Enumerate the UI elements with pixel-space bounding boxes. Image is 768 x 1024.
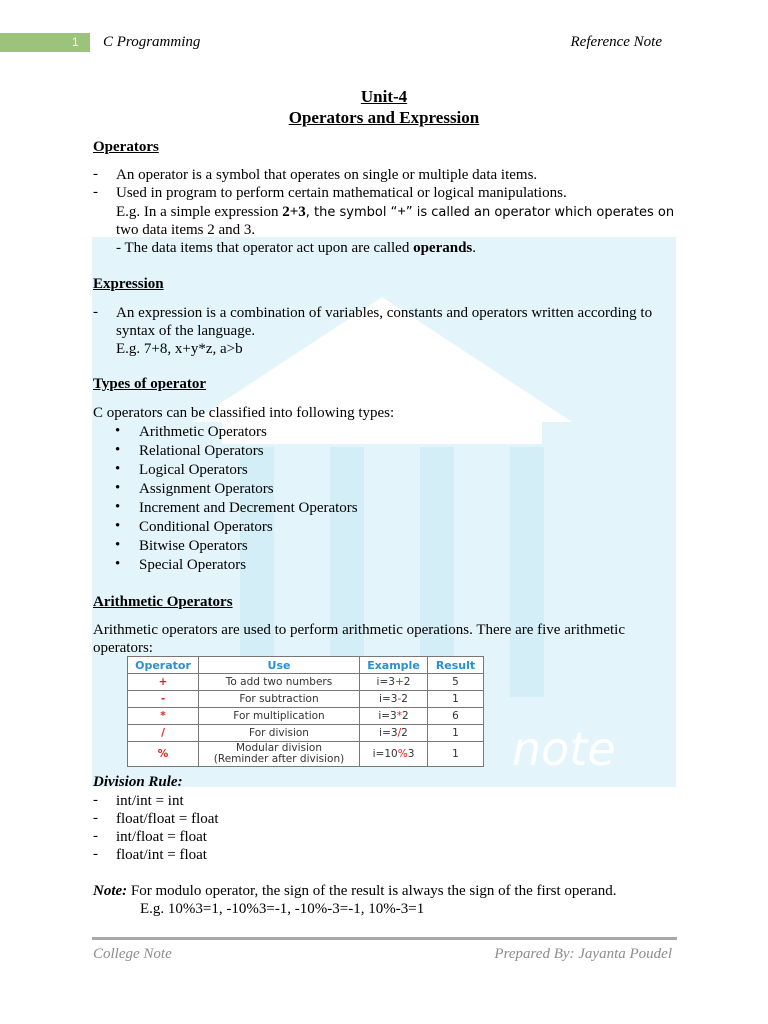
table-cell: 5 [428,674,484,691]
types-list-item: Bitwise Operators [139,538,248,554]
page-title: Operators and Expression [288,108,480,127]
note-paragraph: Note: For modulo operator, the sign of the result is always the sign of the first operand. [93,883,617,899]
table-header-cell: Result [428,657,484,674]
bullet-icon: • [115,480,121,496]
footer-divider [92,937,677,940]
table-row [128,708,484,725]
dash-marker: - [93,304,98,320]
operator-cell: - [128,691,199,708]
types-list-item: Special Operators [139,557,247,573]
operators-bullet-2: Used in program to perform certain mathematical or logical manipulations. [116,185,567,201]
operands-definition: - The data items that operator act upon are called operands. [116,240,477,256]
example-cell: i=3/2 [360,725,428,742]
example-cell: i=3-2 [360,691,428,708]
example-cell: i=3+2 [360,674,428,691]
operators-heading: Operators [93,139,159,155]
bullet-icon: • [115,537,121,553]
bullet-icon: • [115,423,121,439]
table-cell: For subtraction [199,691,360,708]
footer-right: Prepared By: Jayanta Poudel [494,946,672,962]
watermark-text: note [512,722,616,776]
table-cell: Modular division (Reminder after division) [199,742,360,767]
note-example: E.g. 10%3=1, -10%3=-1, -10%-3=-1, 10%-3=1 [140,901,425,917]
dash-marker: - [93,846,98,862]
dash-marker: - [93,792,98,808]
table-cell: 1 [428,725,484,742]
table-cell: To add two numbers [199,674,360,691]
division-rule-item: int/float = float [116,829,207,845]
bullet-icon: • [115,556,121,572]
example-cell: i=3*2 [360,708,428,725]
table-row [128,742,484,767]
expression-line-1: An expression is a combination of variables, constants and operators written according to [116,305,653,321]
dash-marker: - [93,828,98,844]
table-cell: 6 [428,708,484,725]
header-right-label: Reference Note [570,34,662,50]
dash-marker: - [93,166,98,182]
types-heading: Types of operator [93,376,207,392]
example-cell: i=10%3 [360,742,428,767]
arithmetic-line-1: Arithmetic operators are used to perform arithmetic operations. There are five arithmetic [93,622,626,638]
operator-cell: + [128,674,199,691]
bullet-icon: • [115,461,121,477]
bullet-icon: • [115,518,121,534]
table-header-cell: Operator [128,657,199,674]
operators-example-line2: two data items 2 and 3. [116,222,256,238]
dash-marker: - [93,184,98,200]
unit-heading: Unit-4 [360,87,408,106]
division-rule-item: float/int = float [116,847,207,863]
table-header-cell: Example [360,657,428,674]
table-row [128,674,484,691]
division-rule-item: float/float = float [116,811,219,827]
table-header-row [128,657,484,674]
division-rule-heading: Division Rule: [93,774,183,790]
operator-cell: / [128,725,199,742]
page-number: 1 [72,35,79,49]
types-intro: C operators can be classified into following types: [93,405,395,421]
arithmetic-operators-table [127,656,484,767]
table-row [128,725,484,742]
expression-heading: Expression [93,276,164,292]
header-title: C Programming [103,34,201,50]
expression-line-2: syntax of the language. [116,323,256,339]
operators-bullet-1: An operator is a symbol that operates on single or multiple data items. [116,167,538,183]
types-list-item: Increment and Decrement Operators [139,500,358,516]
division-rule-item: int/int = int [116,793,184,809]
types-list-item: Relational Operators [139,443,264,459]
arithmetic-line-2: operators: [93,640,153,656]
dash-marker: - [93,810,98,826]
table-header-cell: Use [199,657,360,674]
table-cell: 1 [428,742,484,767]
table-cell: 1 [428,691,484,708]
table-row [128,691,484,708]
expression-example: E.g. 7+8, x+y*z, a>b [116,341,243,357]
arithmetic-heading: Arithmetic Operators [93,594,233,610]
table-cell: For division [199,725,360,742]
table-cell: For multiplication [199,708,360,725]
bullet-icon: • [115,499,121,515]
bullet-icon: • [115,442,121,458]
types-list-item: Assignment Operators [139,481,274,497]
operators-example: E.g. In a simple expression 2+3, the symbol “+” is called an operator which operates on [116,204,675,220]
operator-cell: * [128,708,199,725]
types-list-item: Arithmetic Operators [139,424,267,440]
footer-left: College Note [93,946,172,962]
operator-cell: % [128,742,199,767]
types-list-item: Conditional Operators [139,519,273,535]
types-list-item: Logical Operators [139,462,248,478]
